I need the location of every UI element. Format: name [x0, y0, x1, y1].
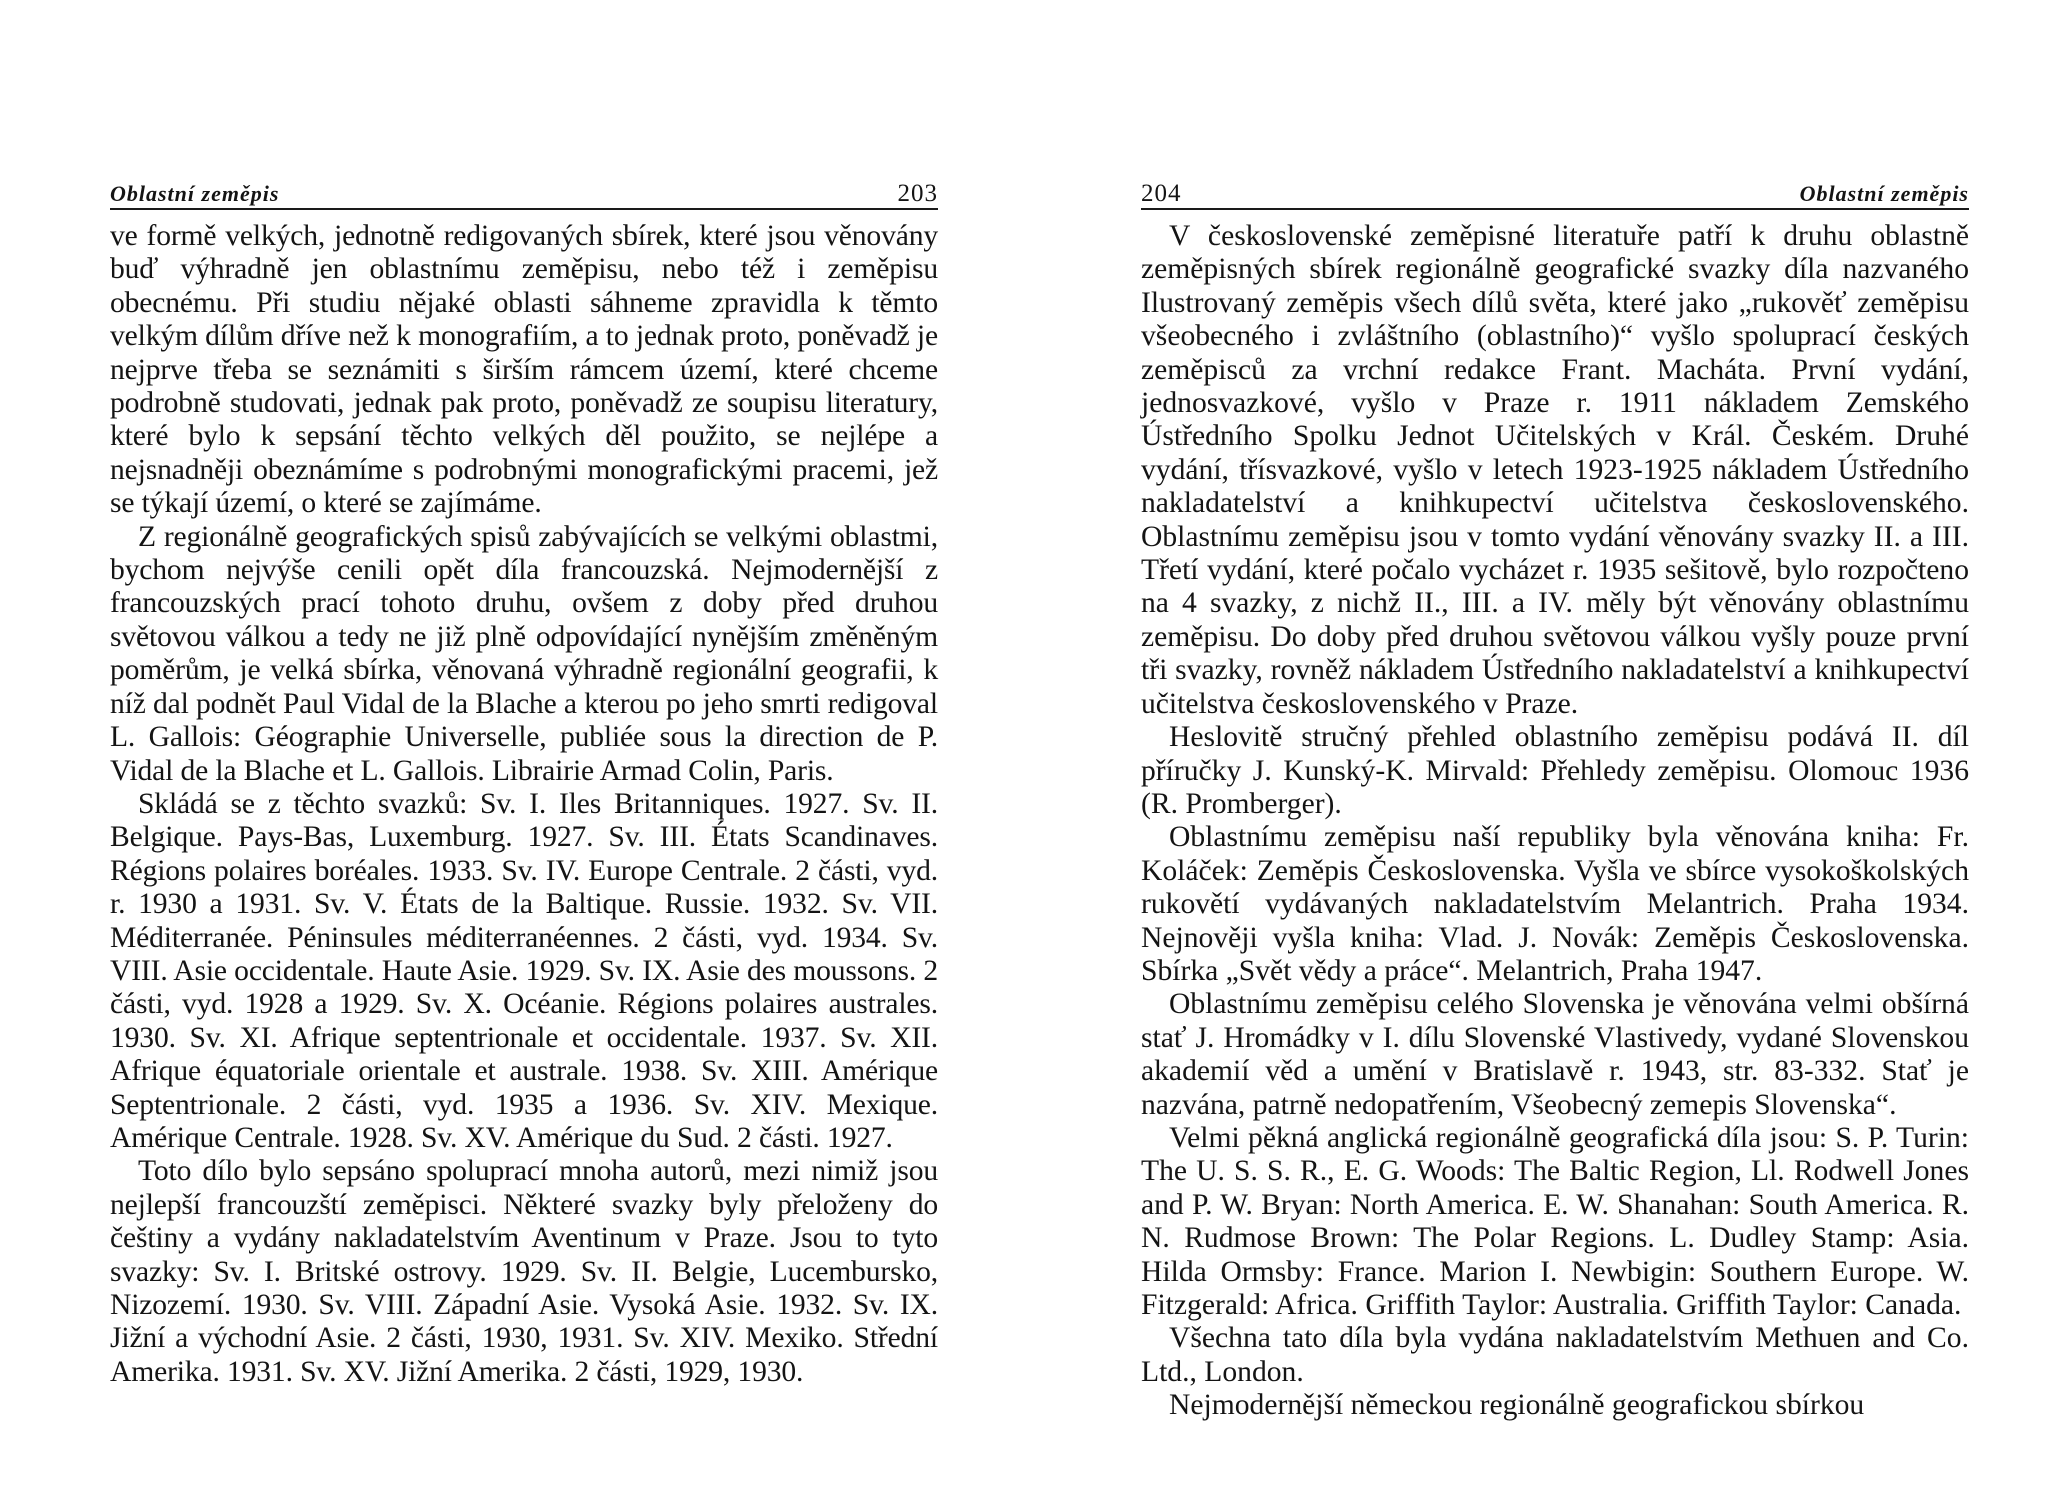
right-page-body	[1141, 220, 1969, 1423]
right-page-number: 204	[1141, 180, 1182, 207]
right-running-head	[1141, 172, 1969, 210]
right-running-title: Oblastní zeměpis	[1799, 181, 1969, 206]
paragraph: Všechna tato díla byla vydána nakladatelstvím Methuen and Co. Ltd., London.	[1141, 1322, 1969, 1388]
paragraph: ve formě velkých, jednotně redigovaných sbírek, které jsou věnovány buď výhradně jen oblastnímu zeměpisu, nebo též i zeměpisu obecnému. Při studiu nějaké oblasti sáhneme zpravidla k těmto velkým dílům dříve než k monografiím, a to jednak proto, poněvadž je nejprve třeba se seznámiti s širším rámcem území, které chceme podrobně studovati, jednak pak proto, poněvadž ze soupisu literatury, které bylo k sepsání těchto velkých děl použito, se nejlépe a nejsnadněji obeznámíme s podrobnými monografickými pracemi, jež se týkají území, o které se zajímáme.	[110, 220, 938, 520]
left-running-head	[110, 172, 938, 210]
paragraph: Heslovitě stručný přehled oblastního zeměpisu podává II. díl příručky J. Kunský-K. Mirvald: Přehledy zeměpisu. Olomouc 1936 (R. Promberger).	[1141, 721, 1969, 820]
paragraph: Z regionálně geografických spisů zabývajících se velkými oblastmi, bychom nejvýše cenili opět díla francouzská. Nejmodernější z francouzských prací tohoto druhu, ovšem z doby před druhou světovou válkou a tedy ne již plně odpovídající nynějším změněným poměrům, je velká sbírka, věnovaná výhradně regionální geografii, k níž dal podnět Paul Vidal de la Blache a kterou po jeho smrti redigoval L. Gallois: Géographie Universelle, publiée sous la direction de P. Vidal de la Blache et L. Gallois. Librairie Armad Colin, Paris.	[110, 520, 938, 787]
left-running-title: Oblastní zeměpis	[110, 181, 280, 206]
left-page-body	[110, 220, 938, 1389]
left-page-number: 203	[897, 180, 938, 207]
paragraph: Velmi pěkná anglická regionálně geografická díla jsou: S. P. Turin: The U. S. S. R., E. G. Woods: The Baltic Region, Ll. Rodwell Jones and P. W. Bryan: North America. E. W. Shanahan: South America. R. N. Rudmose Brown: The Polar Regions. L. Dudley Stamp: Asia. Hilda Ormsby: France. Marion I. Newbigin: Southern Europe. W. Fitzgerald: Africa. Griffith Taylor: Australia. Griffith Taylor: Canada.	[1141, 1121, 1969, 1321]
paragraph: Oblastnímu zeměpisu celého Slovenska je věnována velmi obšírná stať J. Hromádky v I. dílu Slovenské Vlastivedy, vydané Slovenskou akademií věd a umění v Bratislavě r. 1943, str. 83-332. Stať je nazvána, patrně nedopatřením, Všeobecný zemepis Slovenska“.	[1141, 988, 1969, 1121]
paragraph: Toto dílo bylo sepsáno spoluprací mnoha autorů, mezi nimiž jsou nejlepší francouzští zeměpisci. Některé svazky byly přeloženy do češtiny a vydány nakladatelstvím Aventinum v Praze. Jsou to tyto svazky: Sv. I. Britské ostrovy. 1929. Sv. II. Belgie, Lucembursko, Nizozemí. 1930. Sv. VIII. Západní Asie. Vysoká Asie. 1932. Sv. IX. Jižní a východní Asie. 2 části, 1930, 1931. Sv. XIV. Mexiko. Střední Amerika. 1931. Sv. XV. Jižní Amerika. 2 části, 1929, 1930.	[110, 1155, 938, 1388]
paragraph: V československé zeměpisné literatuře patří k druhu oblastně zeměpisných sbírek regionálně geografické svazky díla nazvaného Ilustrovaný zeměpis všech dílů světa, které jako „rukověť zeměpisu všeobecného i zvláštního (oblastního)“ vyšlo spoluprací českých zeměpisců za vrchní redakce Frant. Macháta. První vydání, jednosvazkové, vyšlo v Praze r. 1911 nákladem Zemského Ústředního Spolku Jednot Učitelských v Král. Českém. Druhé vydání, třísvazkové, vyšlo v letech 1923-1925 nákladem Ústředního nakladatelství a knihkupectví učitelstva československého. Oblastnímu zeměpisu jsou v tomto vydání věnovány svazky II. a III. Třetí vydání, které počalo vycházet r. 1935 sešitově, bylo rozpočteno na 4 svazky, z nichž II., III. a IV. měly být věnovány oblastnímu zeměpisu. Do doby před druhou světovou válkou vyšly pouze první tři svazky, rovněž nákladem Ústředního nakladatelství a knihkupectví učitelstva československého v Praze.	[1141, 220, 1969, 720]
paragraph: Skládá se z těchto svazků: Sv. I. Iles Britanniques. 1927. Sv. II. Belgique. Pays-Bas, Luxemburg. 1927. Sv. III. États Scandinaves. Régions polaires boréales. 1933. Sv. IV. Europe Centrale. 2 části, vyd. r. 1930 a 1931. Sv. V. États de la Baltique. Russie. 1932. Sv. VII. Méditerranée. Péninsules méditerranéennes. 2 části, vyd. 1934. Sv. VIII. Asie occidentale. Haute Asie. 1929. Sv. IX. Asie des moussons. 2 části, vyd. 1928 a 1929. Sv. X. Océanie. Régions polaires australes. 1930. Sv. XI. Afrique septentrionale et occidentale. 1937. Sv. XII. Afrique équatoriale orientale et australe. 1938. Sv. XIII. Amérique Septentrionale. 2 části, vyd. 1935 a 1936. Sv. XIV. Mexique. Amérique Centrale. 1928. Sv. XV. Amérique du Sud. 2 části. 1927.	[110, 787, 938, 1154]
right-page	[1141, 172, 1969, 1423]
paragraph: Oblastnímu zeměpisu naší republiky byla věnována kniha: Fr. Koláček: Zeměpis Československa. Vyšla ve sbírce vysokoškolských rukovětí vydávaných nakladatelstvím Melantrich. Praha 1934. Nejnověji vyšla kniha: Vlad. J. Novák: Zeměpis Československa. Sbírka „Svět vědy a práce“. Melantrich, Praha 1947.	[1141, 821, 1969, 987]
paragraph: Nejmodernější německou regionálně geografickou sbírkou	[1169, 1389, 1865, 1422]
left-page	[110, 172, 938, 1389]
